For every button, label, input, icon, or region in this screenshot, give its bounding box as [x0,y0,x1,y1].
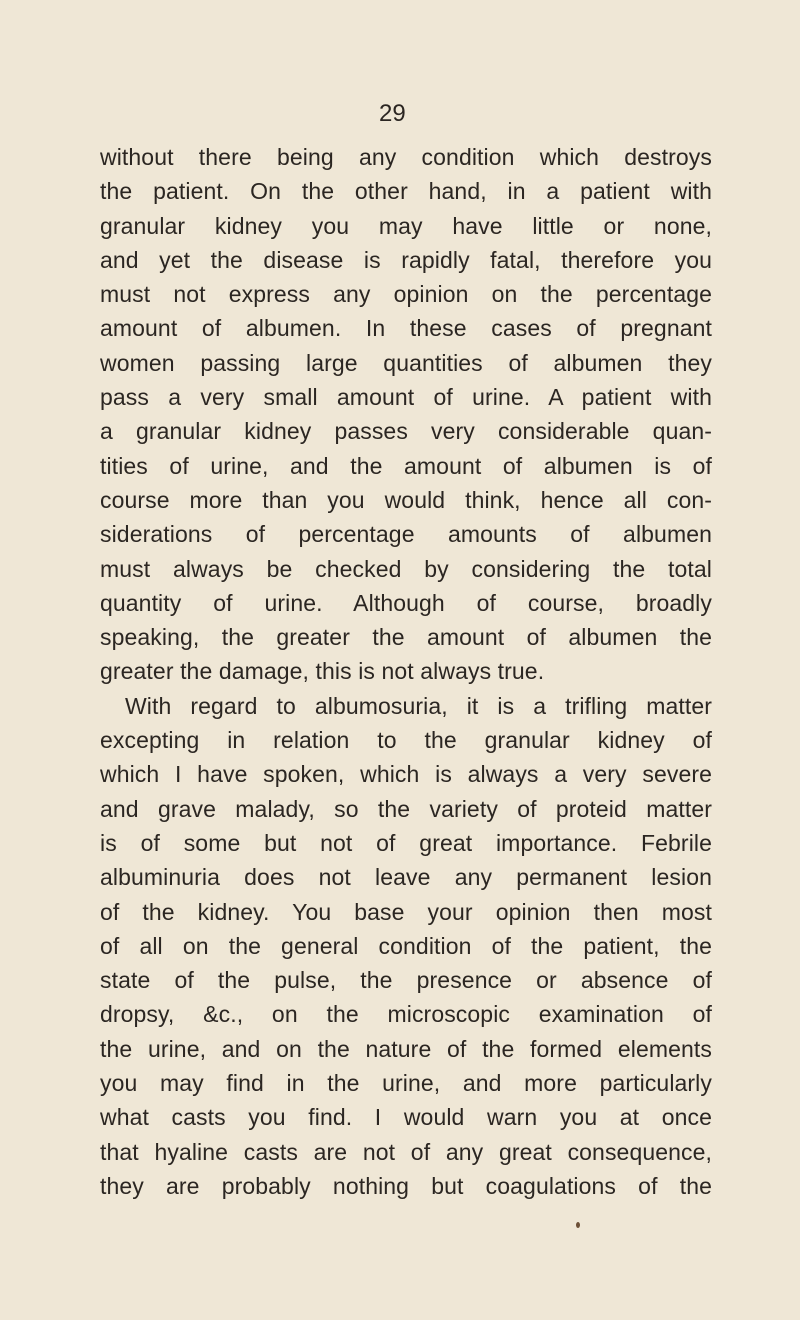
text-line: granular kidney you may have little or none, [100,212,712,239]
text-line: the patient. On the other hand, in a patient with [100,178,712,205]
text-line: and yet the disease is rapidly fatal, therefore you [100,246,712,273]
page-number: 29 [379,100,406,127]
paragraph-end-line: greater the damage, this is not always true. [100,658,545,685]
text-line: siderations of percentage amounts of albumen [100,521,712,548]
ink-speck [576,1222,580,1228]
text-line: albuminuria does not leave any permanent lesion [100,864,712,891]
text-line: of the kidney. You base your opinion then most [100,898,712,925]
text-line: which I have spoken, which is always a very severe [100,761,712,788]
paragraph-start-line: With regard to albumosuria, it is a trifling matter [125,692,712,719]
text-line: women passing large quantities of albumen they [100,349,712,376]
body-text [100,140,712,1203]
text-line: must not express any opinion on the percentage [100,281,712,308]
text-line: what casts you find. I would warn you at once [100,1104,712,1131]
text-line: state of the pulse, the presence or absence of [100,967,712,994]
text-line: is of some but not of great importance. Febrile [100,829,712,856]
text-line: amount of albumen. In these cases of pregnant [100,315,712,342]
text-line: speaking, the greater the amount of albumen the [100,624,712,651]
text-line: quantity of urine. Although of course, broadly [100,589,712,616]
text-line: that hyaline casts are not of any great consequence, [100,1138,712,1165]
text-line: without there being any condition which destroys [100,144,712,170]
text-line: must always be checked by considering the total [100,555,712,582]
text-line: excepting in relation to the granular kidney of [100,727,712,754]
text-line: course more than you would think, hence all con- [100,486,712,513]
text-line: a granular kidney passes very considerable quan- [100,418,712,445]
text-line: tities of urine, and the amount of albumen is of [100,452,712,479]
text-line: they are probably nothing but coagulations of the [100,1172,712,1199]
text-line: pass a very small amount of urine. A patient with [100,384,712,411]
text-line: you may find in the urine, and more particularly [100,1070,712,1097]
text-line: dropsy, &c., on the microscopic examination of [100,1001,712,1028]
text-line: the urine, and on the nature of the formed elements [100,1035,712,1062]
text-line: and grave malady, so the variety of proteid matter [100,795,712,822]
text-line: of all on the general condition of the patient, the [100,932,712,959]
